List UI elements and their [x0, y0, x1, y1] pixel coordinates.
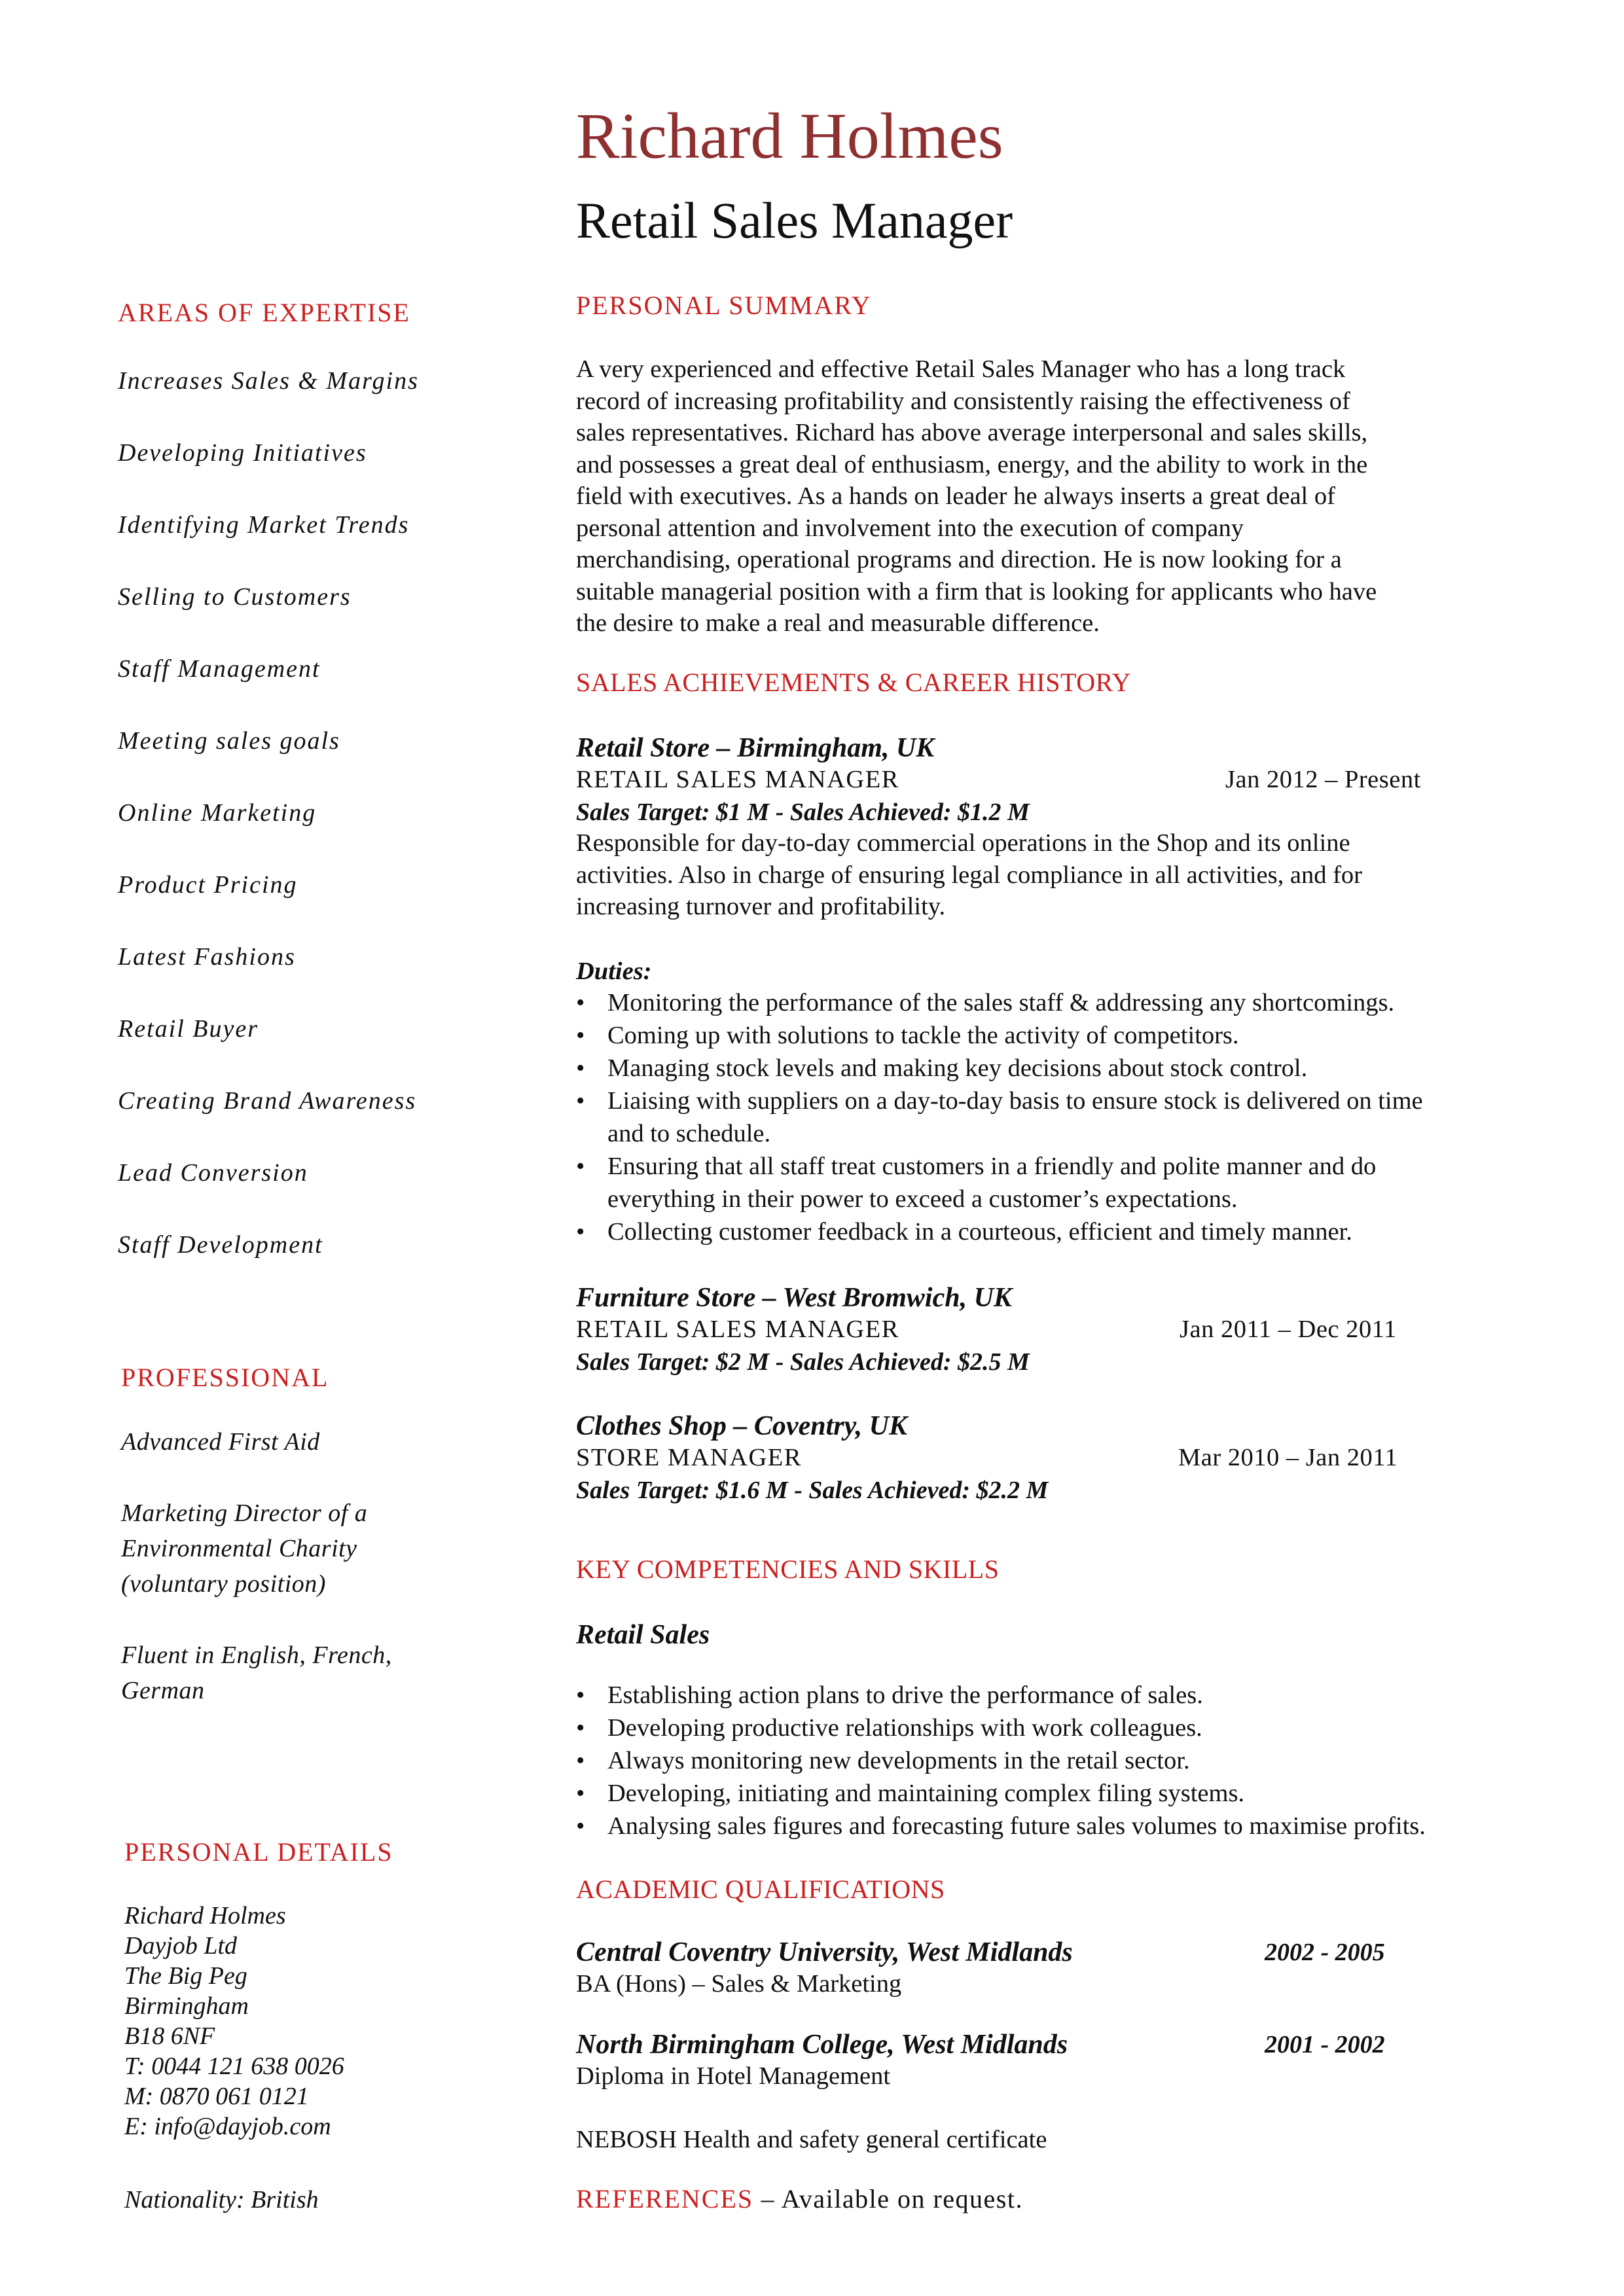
skill-item: [569, 1810, 1426, 1842]
expertise-item: Identifying Market Trends: [118, 511, 410, 539]
job-employer: Retail Store – Birmingham, UK: [576, 733, 935, 763]
career-heading: SALES ACHIEVEMENTS & CAREER HISTORY: [576, 668, 1131, 697]
job-dates: Jan 2011 – Dec 2011: [1180, 1316, 1397, 1343]
professional-heading: PROFESSIONAL: [121, 1363, 329, 1392]
summary-line: field with executives. As a hands on leader he always inserts a great deal of: [576, 482, 1335, 510]
job-sales-target: Sales Target: $1 M - Sales Achieved: $1.2 M: [576, 798, 1030, 826]
skills-subheading: Retail Sales: [576, 1620, 710, 1650]
job-dates: Mar 2010 – Jan 2011: [1178, 1444, 1398, 1471]
personal-details-heading: PERSONAL DETAILS: [124, 1837, 393, 1867]
contact-street: The Big Peg: [124, 1962, 247, 1990]
skill-line: • Developing productive relationships with work colleagues.: [607, 1714, 1202, 1742]
summary-line: merchandising, operational programs and direction. He is now looking for a: [576, 546, 1342, 573]
candidate-name: Richard Holmes: [576, 99, 1003, 172]
professional-line: (voluntary position): [121, 1570, 326, 1598]
job-role: RETAIL SALES MANAGER: [576, 766, 899, 793]
summary-line: A very experienced and effective Retail Sales Manager who has a long track: [576, 355, 1346, 383]
education-years: 2002 - 2005: [1265, 1939, 1385, 1966]
duty-line: everything in their power to exceed a customer’s expectations.: [607, 1185, 1238, 1213]
duty-line: • Liaising with suppliers on a day-to-day basis to ensure stock is delivered on time: [607, 1087, 1423, 1115]
skill-line: • Always monitoring new developments in the retail sector.: [607, 1747, 1190, 1774]
professional-line: Fluent in English, French,: [121, 1641, 392, 1669]
expertise-item: Developing Initiatives: [118, 439, 367, 467]
job-sales-target: Sales Target: $2 M - Sales Achieved: $2.5 M: [576, 1348, 1030, 1376]
duty-line: • Coming up with solutions to tackle the activity of competitors.: [607, 1022, 1239, 1049]
duty-item: [569, 986, 1423, 1019]
education-years: 2001 - 2002: [1265, 2031, 1385, 2058]
contact-mobile: M: 0870 061 0121: [124, 2083, 309, 2110]
summary-line: the desire to make a real and measurable difference.: [576, 609, 1100, 637]
expertise-item: Retail Buyer: [118, 1015, 259, 1043]
duties-list: [569, 986, 1423, 1248]
references-text: – Available on request.: [753, 2184, 1023, 2214]
contact-company: Dayjob Ltd: [124, 1932, 238, 1960]
professional-item: [121, 1424, 320, 1460]
job-sales-target: Sales Target: $1.6 M - Sales Achieved: $2.2 M: [576, 1477, 1049, 1504]
expertise-item: Lead Conversion: [118, 1159, 308, 1187]
skill-line: • Developing, initiating and maintaining complex filing systems.: [607, 1780, 1245, 1807]
duty-line: • Monitoring the performance of the sales staff & addressing any shortcomings.: [607, 989, 1395, 1016]
contact-email: E: info@dayjob.com: [124, 2113, 331, 2140]
references-heading: REFERENCES: [576, 2184, 754, 2214]
expertise-item: Staff Management: [118, 655, 321, 683]
summary-line: and possesses a great deal of enthusiasm, energy, and the ability to work in the: [576, 450, 1368, 478]
duty-item: [569, 1052, 1423, 1085]
duty-item: [569, 1085, 1423, 1150]
duties-label: Duties:: [576, 958, 652, 985]
education-school: North Birmingham College, West Midlands: [576, 2030, 1068, 2060]
personal-details: [124, 1901, 344, 2142]
duty-line: • Collecting customer feedback in a courteous, efficient and timely manner.: [607, 1218, 1352, 1246]
job-role: STORE MANAGER: [576, 1444, 803, 1471]
duty-line: • Ensuring that all staff treat customers in a friendly and polite manner and do: [607, 1153, 1377, 1180]
education-award: Diploma in Hotel Management: [576, 2062, 891, 2090]
contact-phone: T: 0044 121 638 0026: [124, 2053, 344, 2080]
job-employer: Furniture Store – West Bromwich, UK: [576, 1283, 1012, 1313]
references: [576, 2186, 1023, 2212]
skill-item: [569, 1777, 1426, 1810]
professional-line: Marketing Director of a: [121, 1499, 368, 1527]
duty-item: [569, 1019, 1423, 1052]
job-description-line: increasing turnover and profitability.: [576, 893, 946, 920]
expertise-item: Product Pricing: [118, 871, 298, 899]
expertise-item: Creating Brand Awareness: [118, 1087, 417, 1115]
professional-line: Advanced First Aid: [121, 1428, 320, 1456]
job-dates: Jan 2012 – Present: [1225, 766, 1421, 793]
skills-heading: KEY COMPETENCIES AND SKILLS: [576, 1554, 1000, 1584]
job-description-line: activities. Also in charge of ensuring legal compliance in all activities, and for: [576, 861, 1362, 889]
professional-item: [121, 1496, 367, 1602]
duty-item: [569, 1215, 1423, 1248]
education-certificate: NEBOSH Health and safety general certificate: [576, 2126, 1047, 2153]
professional-item: [121, 1638, 392, 1708]
skills-list: [569, 1679, 1426, 1842]
job-role: RETAIL SALES MANAGER: [576, 1316, 899, 1343]
job-employer: Clothes Shop – Coventry, UK: [576, 1411, 908, 1441]
skill-item: [569, 1679, 1426, 1712]
job-title: Retail Sales Manager: [576, 192, 1013, 249]
expertise-item: Staff Development: [118, 1231, 323, 1259]
expertise-item: Latest Fashions: [118, 943, 296, 971]
education-heading: ACADEMIC QUALIFICATIONS: [576, 1874, 945, 1904]
expertise-item: Meeting sales goals: [118, 727, 340, 755]
summary-line: personal attention and involvement into the execution of company: [576, 514, 1244, 542]
education-award: BA (Hons) – Sales & Marketing: [576, 1970, 902, 1998]
professional-line: Environmental Charity: [121, 1535, 357, 1562]
summary-text: [576, 353, 1506, 639]
expertise-heading: AREAS OF EXPERTISE: [118, 298, 410, 327]
contact-city: Birmingham: [124, 1992, 249, 2020]
duty-line: • Managing stock levels and making key decisions about stock control.: [607, 1054, 1308, 1082]
duty-item: [569, 1150, 1423, 1215]
expertise-item: Selling to Customers: [118, 583, 352, 611]
summary-line: record of increasing profitability and consistently raising the effectiveness of: [576, 387, 1350, 415]
education-school: Central Coventry University, West Midlands: [576, 1937, 1073, 1967]
skill-line: • Establishing action plans to drive the performance of sales.: [607, 1681, 1203, 1709]
expertise-item: Online Marketing: [118, 799, 317, 827]
contact-postcode: B18 6NF: [124, 2022, 215, 2050]
contact-name: Richard Holmes: [124, 1902, 286, 1929]
professional-line: German: [121, 1677, 205, 1704]
job-description: [576, 827, 1506, 923]
job-description-line: Responsible for day-to-day commercial operations in the Shop and its online: [576, 829, 1350, 857]
skill-item: [569, 1712, 1426, 1744]
skill-line: • Analysing sales figures and forecasting future sales volumes to maximise profits.: [607, 1812, 1426, 1840]
nationality: Nationality: British: [124, 2186, 319, 2214]
duty-line: and to schedule.: [607, 1120, 771, 1147]
summary-line: sales representatives. Richard has above average interpersonal and sales skills,: [576, 419, 1368, 446]
skill-item: [569, 1744, 1426, 1777]
summary-heading: PERSONAL SUMMARY: [576, 291, 872, 320]
summary-line: suitable managerial position with a firm that is looking for applicants who have: [576, 577, 1377, 605]
expertise-item: Increases Sales & Margins: [118, 367, 419, 395]
